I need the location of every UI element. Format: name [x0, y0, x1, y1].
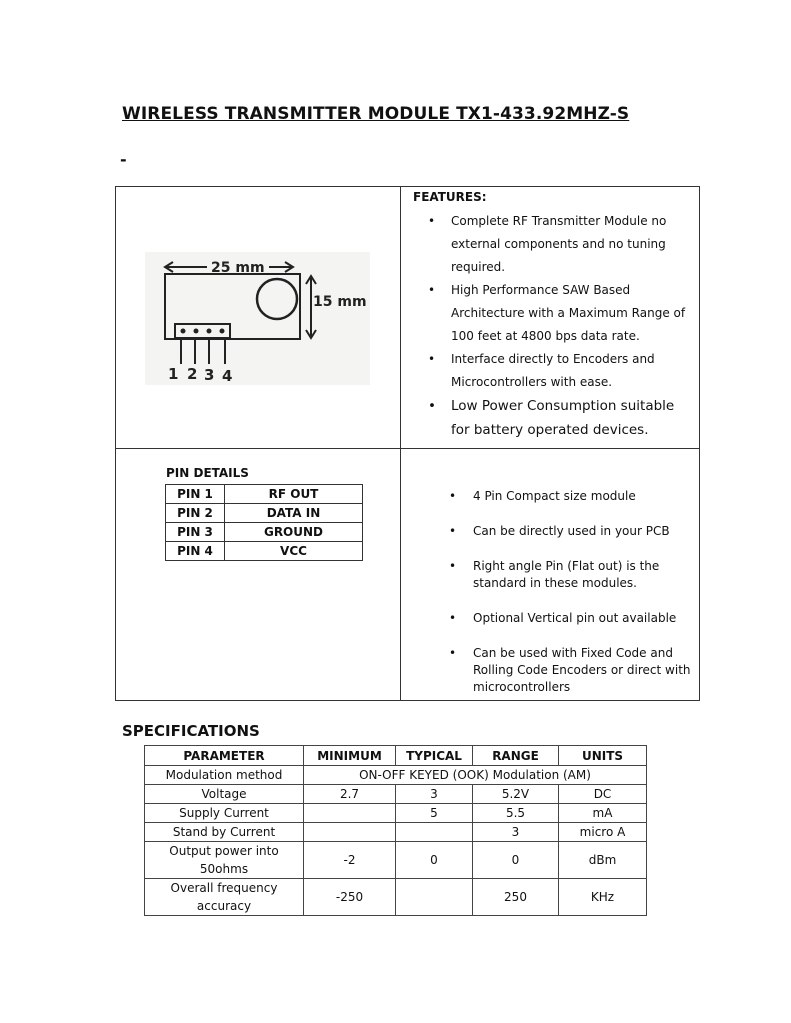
bullet-icon: •: [449, 489, 457, 503]
box-vertical-divider: [400, 186, 401, 701]
feature-item: • Low Power Consumption suitable for battery operated devices.: [428, 394, 693, 442]
height-label: 15 mm: [313, 294, 367, 310]
feature-item: • Interface directly to Encoders and Microcontrollers with ease.: [428, 348, 693, 394]
width-label: 25 mm: [211, 260, 265, 276]
document-title: WIRELESS TRANSMITTER MODULE TX1-433.92MHZ-S: [122, 104, 630, 124]
table-row: PIN 3 GROUND: [166, 523, 363, 542]
column-header: PARAMETER: [145, 746, 304, 766]
column-header: UNITS: [559, 746, 647, 766]
table-row: Modulation method ON-OFF KEYED (OOK) Modulation (AM): [145, 766, 647, 785]
note-item: • Can be used with Fixed Code and Rolling Code Encoders or direct with microcontrollers: [449, 646, 691, 694]
column-header: RANGE: [473, 746, 559, 766]
table-row: Output power into 50ohms -2 0 0 dBm: [145, 842, 647, 879]
pin-dot-4: [220, 329, 225, 334]
pin-number-4: 4: [222, 367, 233, 385]
box-horizontal-divider: [115, 448, 700, 449]
column-header: TYPICAL: [396, 746, 473, 766]
table-row: PIN 4 VCC: [166, 542, 363, 561]
features-list: [428, 210, 693, 442]
module-dimension-sketch: [145, 252, 375, 387]
specifications-table: [144, 745, 647, 916]
bullet-icon: •: [449, 611, 457, 625]
bullet-icon: •: [428, 283, 436, 297]
table-row: Overall frequency accuracy -250 250 KHz: [145, 879, 647, 916]
note-item: • Right angle Pin (Flat out) is the standard in these modules.: [449, 559, 660, 590]
pin-dot-2: [194, 329, 199, 334]
pin-number-3: 3: [204, 366, 215, 384]
bullet-icon: •: [449, 524, 457, 538]
table-row: Stand by Current 3 micro A: [145, 823, 647, 842]
bullet-icon: •: [449, 646, 457, 660]
module-notes-list: [449, 484, 699, 696]
table-row: Supply Current 5 5.5 mA: [145, 804, 647, 823]
pin-dot-1: [181, 329, 186, 334]
table-row: PIN 2 DATA IN: [166, 504, 363, 523]
feature-item: • Complete RF Transmitter Module no external components and no tuning required.: [428, 210, 693, 279]
features-heading: FEATURES:: [413, 190, 487, 204]
pin-number-2: 2: [187, 365, 198, 383]
bullet-icon: •: [428, 352, 436, 366]
table-row: PIN 1 RF OUT: [166, 485, 363, 504]
note-item: • 4 Pin Compact size module: [449, 489, 636, 503]
bullet-icon: •: [449, 559, 457, 573]
bullet-icon: •: [428, 214, 436, 228]
specifications-heading: SPECIFICATIONS: [122, 722, 260, 740]
bullet-icon: •: [428, 398, 436, 414]
note-item: • Can be directly used in your PCB: [449, 524, 670, 538]
pin-number-1: 1: [168, 365, 179, 383]
column-header: MINIMUM: [304, 746, 396, 766]
pin-details-table: [165, 484, 363, 561]
separator-dash: -: [120, 150, 127, 169]
table-row: Voltage 2.7 3 5.2V DC: [145, 785, 647, 804]
feature-item: • High Performance SAW Based Architecture with a Maximum Range of 100 feet at 4800 bps data rate.: [428, 279, 693, 348]
pin-details-heading: PIN DETAILS: [166, 466, 249, 480]
pin-dot-3: [207, 329, 212, 334]
table-header-row: [145, 746, 647, 766]
note-item: • Optional Vertical pin out available: [449, 611, 677, 625]
